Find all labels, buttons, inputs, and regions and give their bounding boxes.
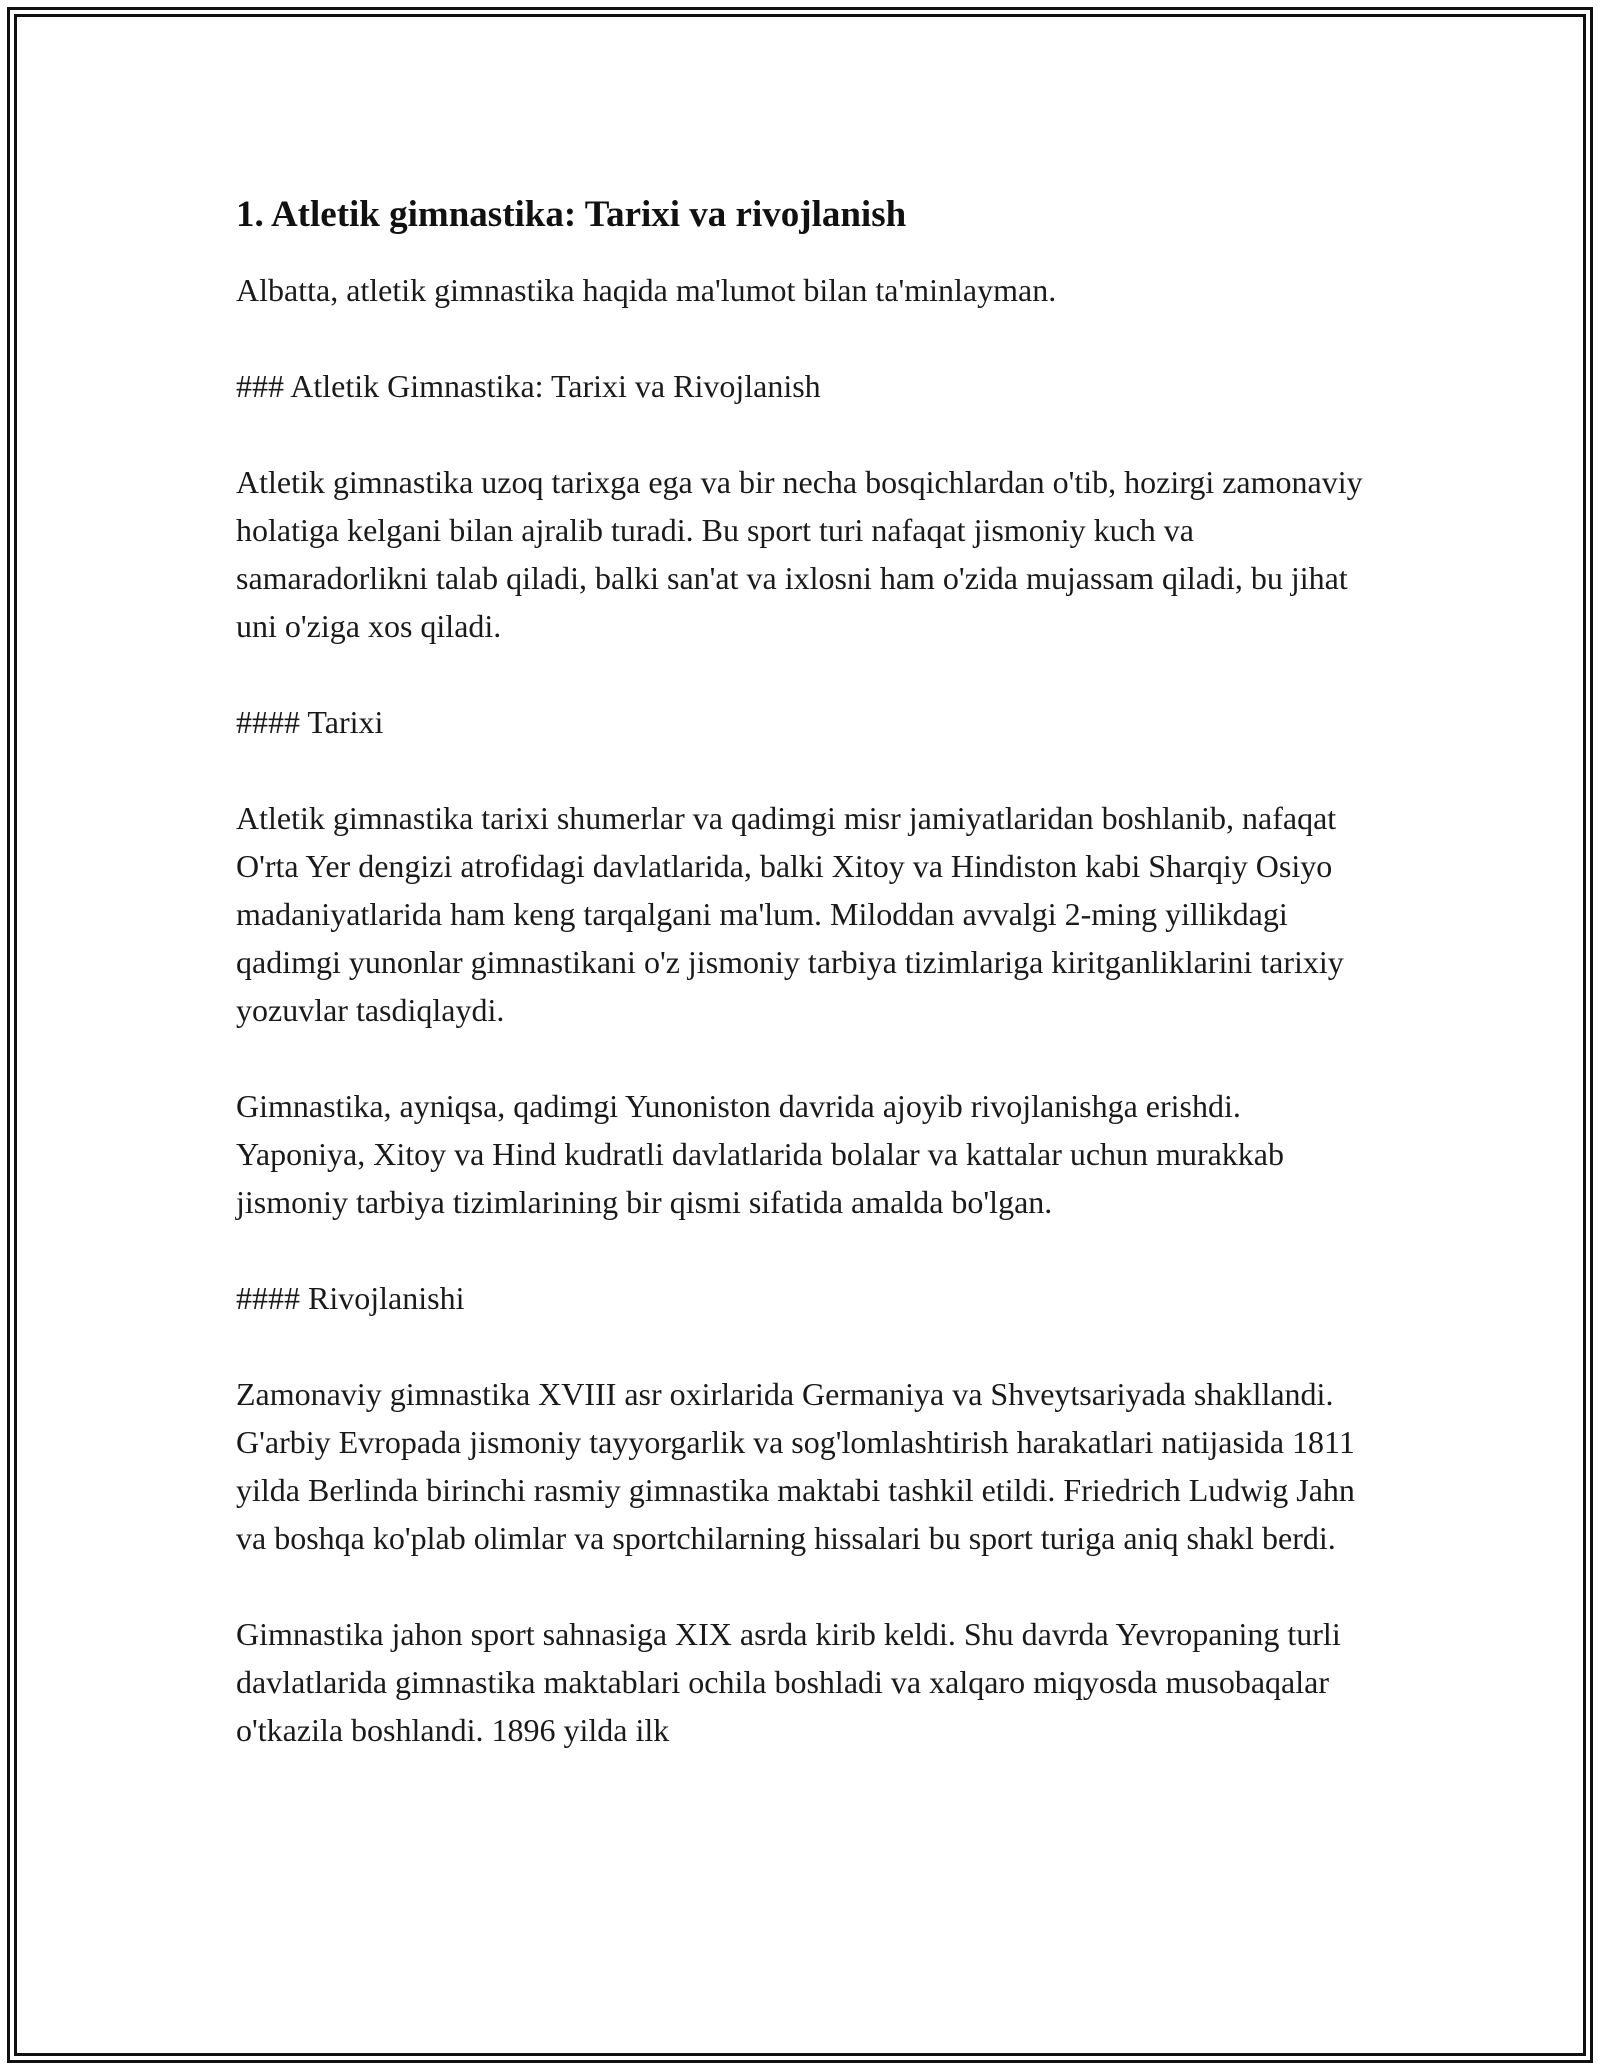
section-heading-text: ### Atletik Gimnastika: Tarixi va Rivojlanish: [236, 368, 821, 404]
subsection-heading-history: #### Tarixi: [236, 704, 384, 740]
history-paragraph-1: Atletik gimnastika tarixi shumerlar va qadimgi misr jamiyatlaridan boshlanib, nafaqat O'rta Yer dengizi atrofidagi davlatlarida, balki Xitoy va Hindiston kabi Sharqiy Osiyo madaniyatlarida ham keng tarqalgani ma'lum. Miloddan avvalgi 2-ming yillikdagi qadimgi yunonlar gimnastikani o'z jismoniy tarbiya tizimlariga kiritganliklarini tarixiy yozuvlar tasdiqlaydi.: [236, 800, 1344, 1028]
development-paragraph-2: Gimnastika jahon sport sahnasiga XIX asrda kirib keldi. Shu davrda Yevropaning turli davlatlarida gimnastika maktablari ochila boshladi va xalqaro miqyosda musobaqalar o'tkazila boshlandi. 1896 yilda ilk: [236, 1616, 1341, 1748]
overview-paragraph: Atletik gimnastika uzoq tarixga ega va bir necha bosqichlardan o'tib, hozirgi zamonaviy holatiga kelgani bilan ajralib turadi. Bu sport turi nafaqat jismoniy kuch va samaradorlikni talab qiladi, balki san'at va ixlosni ham o'zida mujassam qiladi, bu jihat uni o'ziga xos qiladi.: [236, 464, 1363, 644]
history-paragraph-2: Gimnastika, ayniqsa, qadimgi Yunoniston davrida ajoyib rivojlanishga erishdi. Yaponiya, Xitoy va Hind kudratli davlatlarida bolalar va kattalar uchun murakkab jismoniy tarbiya tizimlarining bir qismi sifatida amalda bo'lgan.: [236, 1088, 1284, 1220]
development-paragraph-1: Zamonaviy gimnastika XVIII asr oxirlarida Germaniya va Shveytsariyada shakllandi. G'arbiy Evropada jismoniy tayyorgarlik va sog'lomlashtirish harakatlari natijasida 1811 yilda Berlinda birinchi rasmiy gimnastika maktabi tashkil etildi. Friedrich Ludwig Jahn va boshqa ko'plab olimlar va sportchilarning hissalari bu sport turiga aniq shakl berdi.: [236, 1376, 1355, 1556]
document-title: 1. Atletik gimnastika: Tarixi va rivojlanish: [236, 194, 907, 235]
subsection-heading-development: #### Rivojlanishi: [236, 1280, 465, 1316]
document-body: [236, 186, 1376, 1802]
intro-paragraph: Albatta, atletik gimnastika haqida ma'lumot bilan ta'minlayman.: [236, 272, 1057, 308]
